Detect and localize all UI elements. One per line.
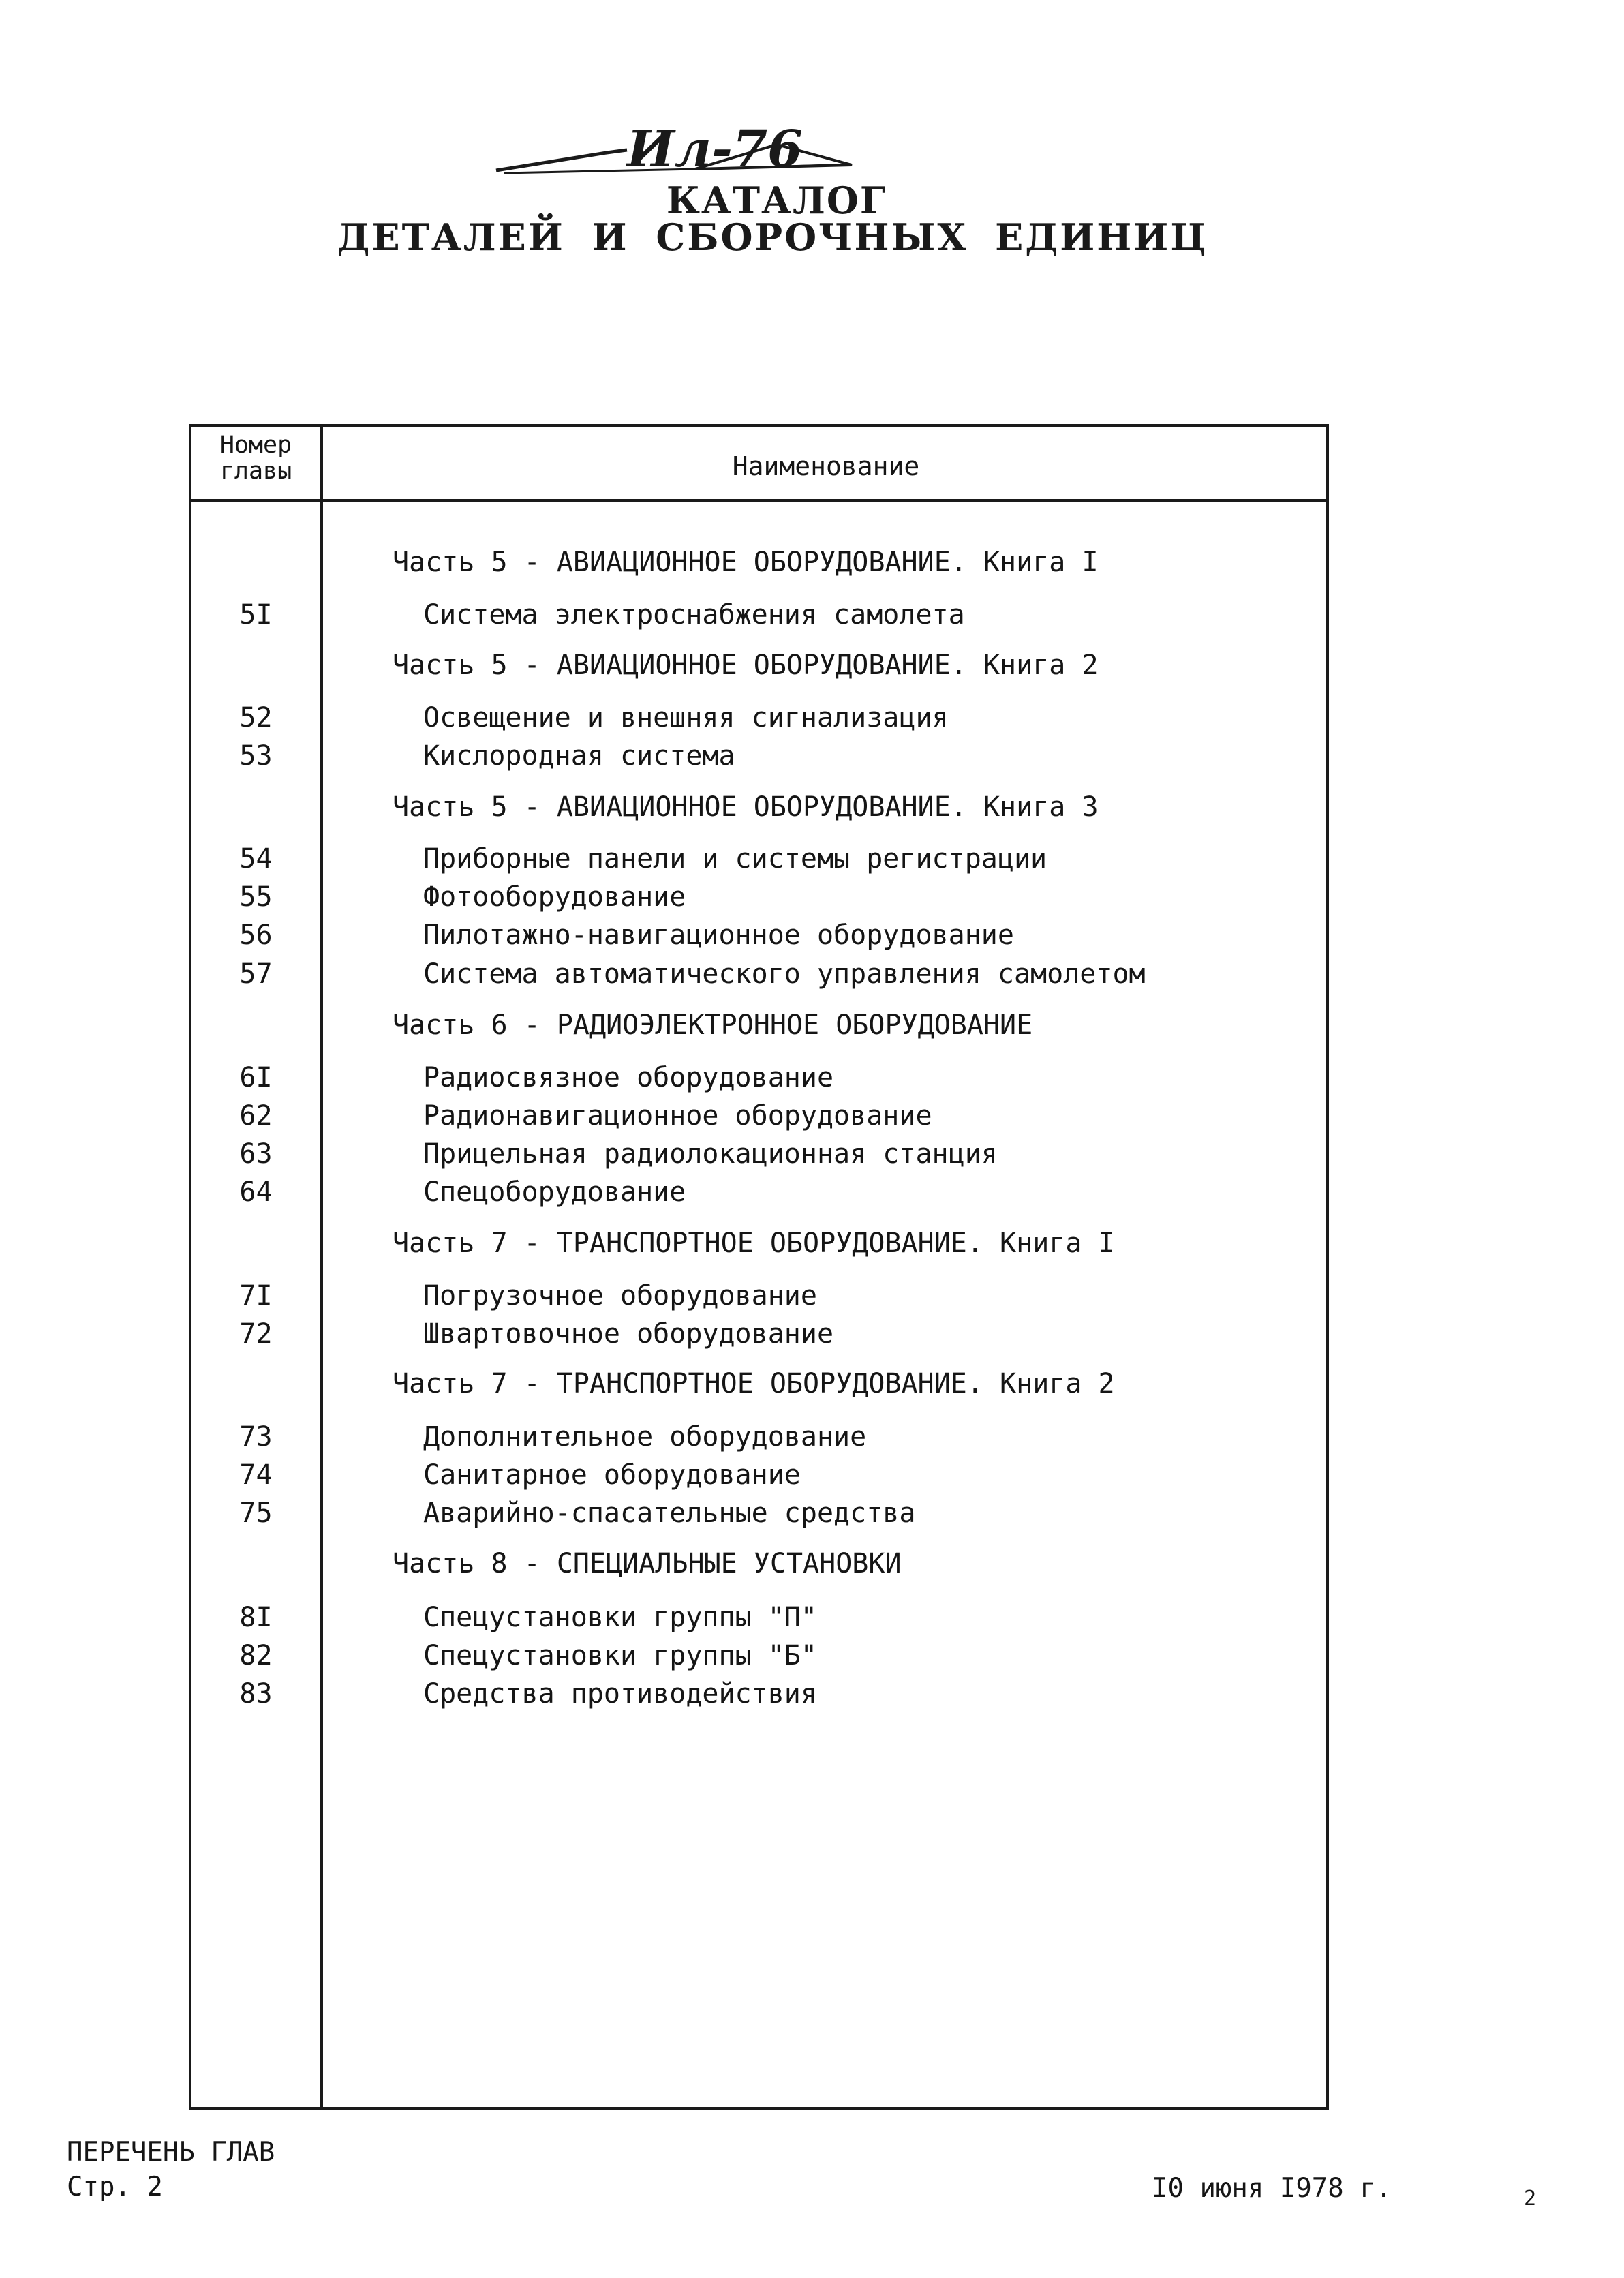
chapter-row: [191, 1640, 1329, 1674]
chapters-table: [189, 424, 1329, 2110]
chapter-number: 5I: [239, 599, 273, 631]
page-number: 2: [1524, 2187, 1537, 2211]
part-heading-row: [191, 547, 1329, 581]
chapter-title: Фотооборудование: [423, 881, 686, 913]
chapter-number: 52: [239, 702, 273, 733]
il76-logo: [491, 117, 859, 185]
chapter-title: Прицельная радиолокационная станция: [423, 1138, 998, 1170]
chapter-row: [191, 1100, 1329, 1134]
chapter-row: [191, 1459, 1329, 1493]
chapter-number: 72: [239, 1318, 273, 1350]
logo-text: Ил-76: [627, 120, 803, 179]
footer-page-label: Стр. 2: [67, 2172, 163, 2202]
chapter-row: [191, 843, 1329, 877]
footer-section: ПЕРЕЧЕНЬ ГЛАВ: [67, 2137, 275, 2168]
chapter-number: 6I: [239, 1062, 273, 1093]
chapter-number: 83: [239, 1678, 273, 1710]
part-title: Часть 8 - СПЕЦИАЛЬНЫЕ УСТАНОВКИ: [393, 1548, 902, 1579]
column-header-number: [191, 432, 320, 484]
chapter-title: Средства противодействия: [423, 1678, 817, 1710]
chapter-title: Погрузочное оборудование: [423, 1280, 817, 1311]
chapter-row: [191, 920, 1329, 954]
chapter-row: [191, 958, 1329, 992]
chapter-number: 63: [239, 1138, 273, 1170]
il76-logo-graphic: [491, 117, 859, 185]
chapter-number: 74: [239, 1459, 273, 1491]
chapter-title: Аварийно-спасательные средства: [423, 1498, 916, 1529]
part-heading-row: [191, 1228, 1329, 1262]
chapter-row: [191, 599, 1329, 633]
chapter-row: [191, 1318, 1329, 1352]
chapter-row: [191, 1062, 1329, 1096]
chapter-row: [191, 1280, 1329, 1314]
chapter-number: 64: [239, 1176, 273, 1208]
chapter-title: Пилотажно-навигационное оборудование: [423, 920, 1014, 951]
part-heading-row: [191, 1009, 1329, 1044]
chapter-number: 7I: [239, 1280, 273, 1311]
part-title: Часть 5 - АВИАЦИОННОЕ ОБОРУДОВАНИЕ. Книга I: [393, 547, 1099, 578]
chapter-row: [191, 1498, 1329, 1532]
chapter-number: 82: [239, 1640, 273, 1671]
chapter-row: [191, 740, 1329, 774]
part-title: Часть 7 - ТРАНСПОРТНОЕ ОБОРУДОВАНИЕ. Книга 2: [393, 1368, 1115, 1399]
part-title: Часть 6 - РАДИОЭЛЕКТРОННОЕ ОБОРУДОВАНИЕ: [393, 1009, 1033, 1041]
catalog-subtitle: ДЕТАЛЕЙ И СБОРОЧНЫХ ЕДИНИЦ: [337, 215, 1208, 259]
chapter-title: Система автоматического управления самолетом: [423, 958, 1146, 990]
chapter-number: 8I: [239, 1602, 273, 1633]
chapter-title: Спецустановки группы "П": [423, 1602, 817, 1633]
chapter-title: Радионавигационное оборудование: [423, 1100, 932, 1132]
chapter-title: Спецустановки группы "Б": [423, 1640, 817, 1671]
chapter-row: [191, 881, 1329, 915]
chapter-title: Спецоборудование: [423, 1176, 686, 1208]
chapter-title: Освещение и внешняя сигнализация: [423, 702, 949, 733]
footer-date: I0 июня I978 г.: [1152, 2173, 1392, 2204]
chapter-number: 62: [239, 1100, 273, 1132]
part-title: Часть 7 - ТРАНСПОРТНОЕ ОБОРУДОВАНИЕ. Книга I: [393, 1228, 1115, 1259]
chapter-title: Швартовочное оборудование: [423, 1318, 834, 1350]
chapter-title: Кислородная система: [423, 740, 735, 772]
chapter-title: Приборные панели и системы регистрации: [423, 843, 1047, 875]
part-heading-row: [191, 791, 1329, 825]
chapter-title: Радиосвязное оборудование: [423, 1062, 834, 1093]
chapter-title: Дополнительное оборудование: [423, 1421, 867, 1453]
chapter-number: 73: [239, 1421, 273, 1453]
column-header-number-line1: Номер: [219, 431, 292, 459]
chapter-number: 57: [239, 958, 273, 990]
catalog-title: КАТАЛОГ: [666, 179, 887, 222]
chapter-row: [191, 1602, 1329, 1636]
chapter-row: [191, 1176, 1329, 1211]
part-heading-row: [191, 1368, 1329, 1402]
chapter-row: [191, 1421, 1329, 1455]
part-title: Часть 5 - АВИАЦИОННОЕ ОБОРУДОВАНИЕ. Книга 2: [393, 650, 1099, 681]
chapter-number: 54: [239, 843, 273, 875]
chapter-number: 53: [239, 740, 273, 772]
chapter-row: [191, 702, 1329, 736]
part-heading-row: [191, 650, 1329, 684]
header-divider: [191, 499, 1326, 502]
chapter-row: [191, 1678, 1329, 1712]
part-heading-row: [191, 1548, 1329, 1582]
column-header-number-line2: главы: [219, 457, 292, 485]
chapter-title: Система электроснабжения самолета: [423, 599, 965, 631]
column-header-name: Наименование: [732, 451, 920, 481]
chapter-number: 56: [239, 920, 273, 951]
chapter-title: Санитарное оборудование: [423, 1459, 801, 1491]
part-title: Часть 5 - АВИАЦИОННОЕ ОБОРУДОВАНИЕ. Книга 3: [393, 791, 1099, 823]
chapter-number: 75: [239, 1498, 273, 1529]
chapter-row: [191, 1138, 1329, 1172]
chapter-number: 55: [239, 881, 273, 913]
